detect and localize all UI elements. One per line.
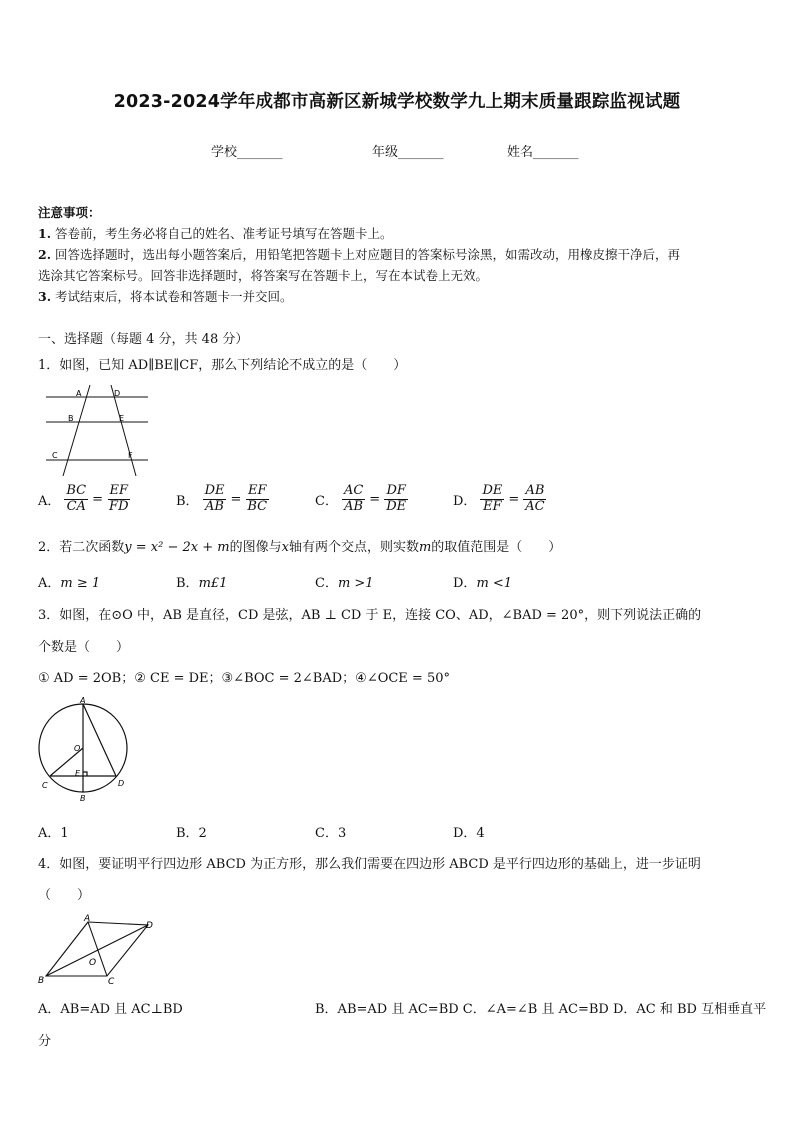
page-title: 2023-2024学年成都市高新区新城学校数学九上期末质量跟踪监视试题 [113,92,681,112]
q4-stem: 4．如图，要证明平行四边形 ABCD 为正方形，那么我们需要在四边形 ABCD 是平行四边形的基础上，进一步证明 [38,857,701,872]
q3-option-b[interactable]: B．2 [176,826,207,841]
q1-option-a[interactable] [38,484,131,515]
q3-stem: 3．如图，在⊙O 中，AB 是直径，CD 是弦，AB ⊥ CD 于 E，连接 CO、AD，∠BAD = 20°，则下列说法正确的 [38,608,702,623]
q2-variable-x: x [281,540,289,555]
fraction: $\frac{BC}{CA}$ [66,483,87,514]
q4-label-c: C [108,977,115,987]
q1-label-e: E [119,414,125,423]
q3-option-c[interactable]: C．3 [315,826,347,841]
q4-option-a[interactable]: A．AB=AD 且 AC⊥BD [38,1002,183,1017]
q2-variable-m: m [418,540,432,555]
q3-label-o: O [74,744,81,753]
q4-figure [36,910,161,990]
grade-field[interactable]: 年级_______ [372,145,444,160]
q1-figure [40,380,155,480]
q3-label-a: A [80,696,86,705]
section-heading: 一、选择题（每题 4 分，共 48 分） [38,332,249,347]
q1-label-a: A [76,389,82,398]
q1-label-b: B [68,414,74,423]
equals-sign: = [230,491,242,507]
q1-option-c[interactable] [315,484,408,515]
note-2-number: 2. [38,247,52,262]
q4-options-bcd[interactable]: B．AB=AD 且 AC=BD C．∠A=∠B 且 AC=BD D．AC 和 BD 互相垂直平 [315,1002,767,1017]
transversal-abc [63,385,90,476]
note-1-text: 答卷前，考生务必将自己的姓名、准考证号填写在答题卡上。 [55,226,393,241]
note-3-number: 3. [38,289,52,304]
q4-option-d-continued: 分 [38,1034,52,1049]
q1-option-d[interactable] [453,484,547,515]
fraction: $\frac{EF}{FD}$ [109,483,129,514]
q1-option-b[interactable] [176,484,269,515]
q2-option-b[interactable]: B．m£1 [176,576,228,591]
q1-label-d: D [114,389,121,398]
equals-sign: = [92,491,104,507]
q2-stem-text: 轴有两个交点，则实数 [288,540,419,555]
q4-label-d: D [146,921,153,931]
note-3 [38,287,293,305]
fraction: $\frac{DF}{DE}$ [386,483,407,514]
fraction: $\frac{AB}{AC}$ [525,483,545,514]
note-1-number: 1. [38,226,52,241]
q2-stem-text: 2．若二次函数 [38,540,125,555]
q1-label-c: C [52,451,58,460]
q3-option-a[interactable]: A．1 [38,826,69,841]
q3-label-c: C [42,781,48,790]
q3-label-b: B [80,794,86,803]
q1-label-f: F [128,451,133,460]
q2-option-c[interactable]: C．m >1 [315,576,374,591]
q4-label-o: O [89,958,97,968]
q2-option-d[interactable]: D．m <1 [453,576,513,591]
equals-sign: = [508,491,520,507]
note-2-text: 回答选择题时，选出每小题答案后，用铅笔把答题卡上对应题目的答案标号涂黑，如需改动，用橡皮擦干净后，再 [55,247,681,262]
q4-label-a: A [84,914,91,924]
q3-claims: ① AD = 2OB；② CE = DE；③∠BOC = 2∠BAD；④∠OCE = 50° [38,671,451,686]
equals-sign: = [369,491,381,507]
fraction: $\frac{EF}{BC}$ [247,483,268,514]
q1-option-c-label: C． [315,493,338,509]
q3-option-d[interactable]: D．4 [453,826,485,841]
q3-label-d: D [118,779,125,788]
note-2-continued: 选涂其它答案标号。回答非选择题时，将答案写在答题卡上，写在本试卷上无效。 [38,268,489,283]
q2-stem [38,536,561,555]
q1-option-b-label: B． [176,493,199,509]
q2-stem-text: 的图像与 [229,540,282,555]
diagonal-bd [46,925,148,976]
q4-label-b: B [38,976,45,986]
q2-function: y = x² − 2x + m [124,540,230,555]
note-1 [38,224,393,242]
fraction: $\frac{DE}{AB}$ [204,483,225,514]
q1-option-d-label: D． [453,493,477,509]
fraction: $\frac{DE}{EF}$ [482,483,503,514]
name-field[interactable]: 姓名_______ [507,145,579,160]
q3-label-e: E [75,769,81,778]
q2-stem-text: 的取值范围是（ ） [431,540,562,555]
q2-option-a[interactable]: A．m ≥ 1 [38,576,101,591]
note-3-text: 考试结束后，将本试卷和答题卡一并交回。 [55,289,293,304]
school-field[interactable]: 学校_______ [211,145,283,160]
q3-figure [36,696,136,806]
q4-stem-continued: （ ） [38,888,91,903]
transversal-def [111,385,136,476]
q3-stem-continued: 个数是（ ） [38,640,130,655]
notes-heading: 注意事项： [38,205,101,220]
note-2 [38,245,680,263]
q1-stem: 1．如图，已知 AD∥BE∥CF，那么下列结论不成立的是（ ） [38,358,407,373]
q1-option-a-label: A． [38,493,61,509]
fraction: $\frac{AC}{AB}$ [343,483,364,514]
